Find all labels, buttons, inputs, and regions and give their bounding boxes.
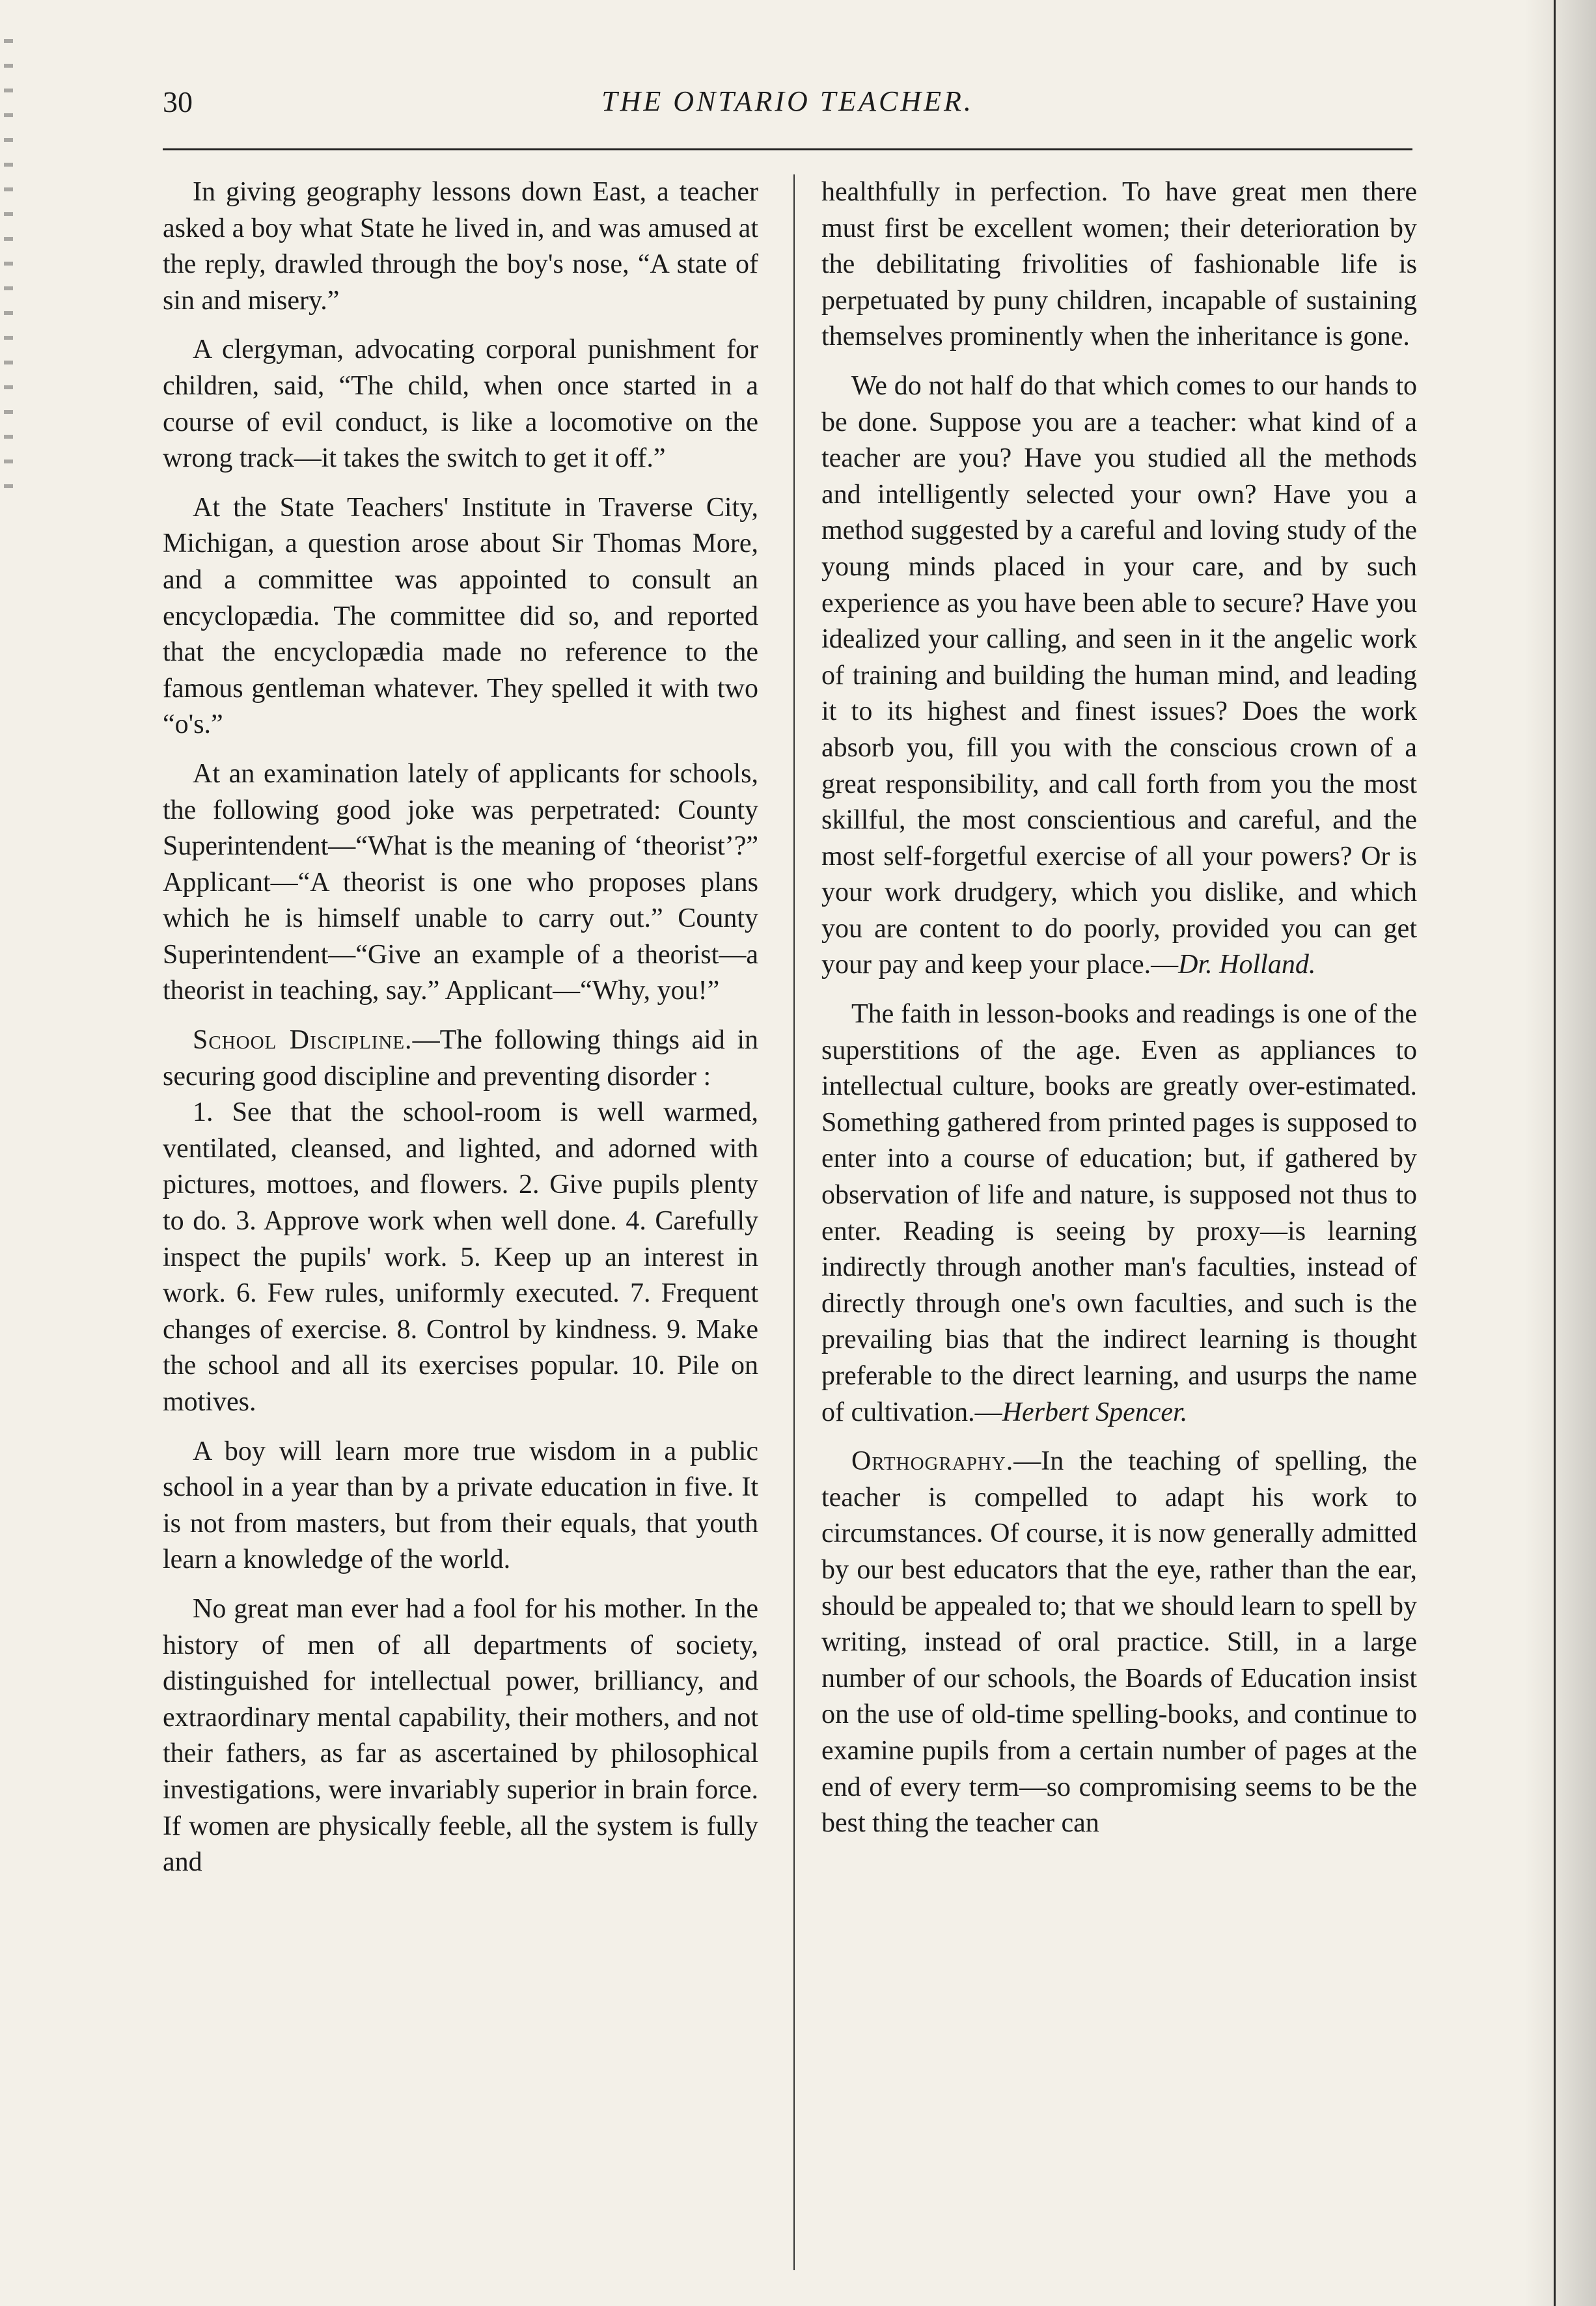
author-spencer: Herbert Spencer. — [1002, 1397, 1188, 1427]
paragraph-holland — [821, 368, 1417, 983]
school-discipline-intro: —The following things aid in securing good discipline and preventing disorder : — [163, 1025, 758, 1091]
paragraph-theorist-joke: At an examination lately of applicants for schools, the following good joke was perpetrated: County Superintendent—“What is the meaning of ‘theorist’?” Applicant—“A theorist is one who proposes plans which he is himself unable to carry out.” County Superintendent—“Give an example of a theorist—a theorist in teaching, say.” Applicant—“Why, you!” — [163, 758, 758, 1006]
spencer-text: The faith in lesson-books and readings is one of the superstitions of the age. Even as appliances to intellectual culture, books are greatly over-estimated. Something gathered from printed pages is supposed to enter into a course of education; but, if gathered by observation of life and nature, is supposed not thus to enter. Reading is seeing by proxy—is learning indirectly through another man's faculties, instead of directly through one's own faculties, and such is the prevailing bias that the indirect learning is thought preferable to the direct learning, and usurps the name of cultivation.— — [821, 999, 1417, 1427]
scan-page-edge-shadow — [1524, 0, 1596, 2306]
page-number: 30 — [163, 85, 193, 118]
running-title: THE ONTARIO TEACHER. — [601, 85, 974, 117]
section-heading-orthography: Orthography. — [851, 1446, 1014, 1477]
paragraph-spencer — [821, 996, 1417, 1431]
scan-page-edge-line — [1554, 0, 1556, 2306]
paragraph-geography-joke: In giving geography lessons down East, a teacher asked a boy what State he lived in, and was amused at the reply, drawled through the boy's nose, “A state of sin and misery.” — [163, 177, 758, 316]
paragraph-orthography — [821, 1444, 1417, 1842]
paragraph-public-school: A boy will learn more true wisdom in a public school in a year than by a private education in five. It is not from masters, but from their equals, that youth learn a knowledge of the world. — [163, 1436, 758, 1575]
paragraph-sir-thomas-more: At the State Teachers' Institute in Traverse City, Michigan, a question arose about Sir Thomas More, and a committee was appointed to consult an encyclopædia. The committee did so, and reported that the encyclopædia made no reference to the famous gentleman whatever. They spelled it with two “o's.” — [163, 492, 758, 740]
paragraph-continuation: healthfully in perfection. To have great men there must first be excellent women; their deterioration by the debilitating frivolities of fashionable life is perpetuated by puny children, incapable of sustaining themselves prominently when the inheritance is gone. — [821, 177, 1417, 352]
author-holland: Dr. Holland. — [1178, 950, 1316, 980]
left-column — [163, 174, 758, 1894]
orthography-text: —In the teaching of spelling, the teacher is compelled to adapt his work to circumstances. Of course, it is now generally admitted by our best educators that the eye, rather than the ear, should be appealed to; that we should learn to spell by writing, instead of oral practice. Still, in a large number of our schools, the Boards of Education insist on the use of old-time spelling-books, and continue to examine pupils from a certain number of pages at the end of every term—so compromising seems to be the best thing the teacher can — [821, 1446, 1417, 1839]
paragraph-discipline-rules: 1. See that the school-room is well warmed, ventilated, cleansed, and lighted, and adorned with pictures, mottoes, and flowers. 2. Give pupils plenty to do. 3. Approve work when well done. 4. Carefully inspect the pupils' work. 5. Keep up an interest in work. 6. Few rules, uniformly executed. 7. Frequent changes of exercise. 8. Control by kindness. 9. Make the school and all its exercises popular. 10. Pile on motives. — [163, 1097, 758, 1417]
page-header — [163, 85, 1412, 137]
scan-left-margin-marks — [4, 39, 13, 495]
section-heading-school-discipline: School Discipline. — [193, 1025, 413, 1056]
paragraph-clergyman: A clergyman, advocating corporal punishment for children, said, “The child, when once started in a course of evil conduct, is like a locomotive on the wrong track—it takes the switch to get it off.” — [163, 335, 758, 474]
paragraph-school-discipline — [163, 1023, 758, 1095]
holland-text: We do not half do that which comes to our hands to be done. Suppose you are a teacher: what kind of a teacher are you? Have you studied all the methods and intelligently selected your own? Have you a method suggested by a careful and loving study of the young minds placed in your care, and by such experience as you have been able to secure? Have you idealized your calling, and seen in it the angelic work of training and building the human mind, and leading it to its highest and finest issues? Does the work absorb you, fill you with the conscious crown of a great responsibility, and call forth from you the most skillful, the most conscientious and careful, and the most self-forgetful exercise of all your powers? Or is your work drudgery, which you dislike, and which you are content to do poorly, provided you can get your pay and keep your place.— — [821, 370, 1417, 980]
header-rule — [163, 148, 1412, 150]
column-divider — [793, 174, 795, 2270]
paragraph-great-man-mother: No great man ever had a fool for his mother. In the history of men of all departments of society, distinguished for intellectual power, brilliancy, and extraordinary mental capability, their mothers, and not their fathers, as far as ascertained by philosophical investigations, were invariably superior in brain force. If women are physically feeble, all the system is fully and — [163, 1593, 758, 1878]
right-column — [821, 174, 1417, 1855]
